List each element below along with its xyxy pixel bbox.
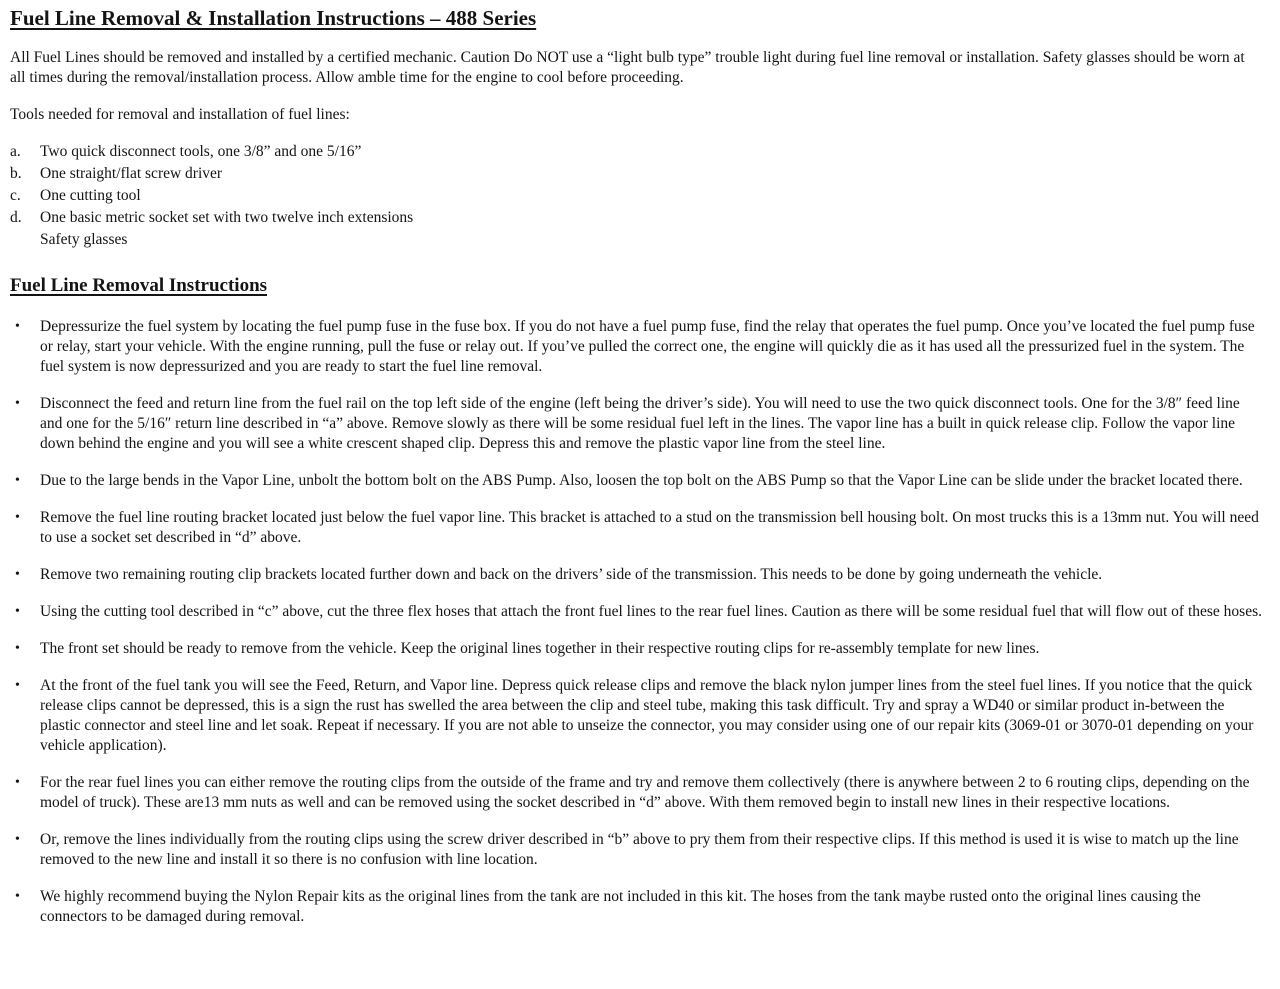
tool-text-b: One straight/flat screw driver [40, 165, 223, 182]
step-text: Due to the large bends in the Vapor Line, unbolt the bottom bolt on the ABS Pump. Also, loosen the top bolt on the ABS Pump so that the Vapor Line can be slide under the bracket located there. [40, 472, 1243, 489]
bullet-icon: • [15, 775, 20, 790]
step-text: For the rear fuel lines you can either remove the routing clips from the outside of the frame and try and remove them collectively (there is anywhere between 2 to 6 routing clips, depending on the model of truck). These are13 mm nuts as well and can be removed using the socket described in “d” above. With them removed begin to install new lines in their respective locations. [40, 774, 1250, 811]
step-text: Remove the fuel line routing bracket located just below the fuel vapor line. This bracket is attached to a stud on the transmission bell housing bolt. On most trucks this is a 13mm nut. You will need to use a socket set described in “d” above. [40, 509, 1259, 546]
tool-text-c: One cutting tool [40, 187, 141, 204]
bullet-icon: • [15, 319, 20, 334]
bullet-icon: • [15, 473, 20, 488]
page-title-text: Fuel Line Removal & Installation Instructions – 488 Series [10, 6, 537, 30]
step-text: Or, remove the lines individually from the routing clips using the screw driver described in “b” above to pry them from their respective clips. If this method is used it is wise to match up the line removed to the new line and install it so there is no confusion with line location. [40, 831, 1239, 868]
step-text: Using the cutting tool described in “c” above, cut the three flex hoses that attach the front fuel lines to the rear fuel lines. Caution as there will be some residual fuel that will flow out of these hoses. [40, 603, 1262, 620]
section-heading-text: Fuel Line Removal Instructions [10, 275, 268, 296]
tool-marker-a: a. [10, 143, 21, 160]
step-item [10, 639, 1266, 659]
step-item [10, 394, 1266, 454]
intro-paragraph: All Fuel Lines should be removed and installed by a certified mechanic. Caution Do NOT use a “light bulb type” trouble light during fuel line removal or installation. Safety glasses should be worn at all times during the removal/installation process. Allow amble time for the engine to cool before proceeding. [10, 49, 1245, 86]
step-text: Depressurize the fuel system by locating the fuel pump fuse in the fuse box. If you do not have a fuel pump fuse, find the relay that operates the fuel pump. Once you’ve located the fuel pump fuse or relay, start your vehicle. With the engine running, pull the fuse or relay out. If you’ve pulled the correct one, the engine will quickly die as it has used all the pressurized fuel in the system. The fuel system is now depressurized and you are ready to start the fuel line removal. [40, 318, 1255, 375]
step-item [10, 602, 1266, 622]
bullet-icon: • [15, 641, 20, 656]
tool-text-a: Two quick disconnect tools, one 3/8” and one 5/16” [40, 143, 362, 160]
step-item [10, 773, 1266, 813]
step-item [10, 887, 1266, 927]
tool-marker-c: c. [10, 187, 21, 204]
bullet-icon: • [15, 678, 20, 693]
step-text: We highly recommend buying the Nylon Repair kits as the original lines from the tank are not included in this kit. The hoses from the tank maybe rusted onto the original lines causing the connectors to be damaged during removal. [40, 888, 1201, 925]
bullet-icon: • [15, 567, 20, 582]
step-item [10, 471, 1266, 491]
step-item [10, 565, 1266, 585]
step-item [10, 508, 1266, 548]
bullet-icon: • [15, 832, 20, 847]
tool-text-d: One basic metric socket set with two twelve inch extensions [40, 209, 414, 226]
tool-item-a [10, 141, 1266, 163]
step-text: The front set should be ready to remove from the vehicle. Keep the original lines together in their respective routing clips for re-assembly template for new lines. [40, 640, 1040, 657]
tool-text-d-extra: Safety glasses [40, 231, 128, 248]
step-text: At the front of the fuel tank you will see the Feed, Return, and Vapor line. Depress quick release clips and remove the black nylon jumper lines from the steel fuel lines. If you notice that the quick release clips cannot be depressed, this is a sign the rust has swelled the area between the clip and steel tube, making this task difficult. Try and spray a WD40 or similar product in-between the plastic connector and steel line and let soak. Repeat if necessary. If you are not able to unseize the connector, you may consider using one of our repair kits (3069-01 or 3070-01 depending on your vehicle application). [40, 677, 1254, 754]
tool-marker-d: d. [10, 209, 22, 226]
page-title [10, 6, 1266, 31]
step-text: Remove two remaining routing clip brackets located further down and back on the drivers’ side of the transmission. This needs to be done by going underneath the vehicle. [40, 566, 1103, 583]
bullet-icon: • [15, 510, 20, 525]
bullet-icon: • [15, 396, 20, 411]
tool-marker-b: b. [10, 165, 22, 182]
tool-item-d [10, 207, 1266, 229]
tool-item-b [10, 163, 1266, 185]
step-item [10, 317, 1266, 377]
tool-item-c [10, 185, 1266, 207]
bullet-icon: • [15, 889, 20, 904]
step-item [10, 676, 1266, 756]
tools-heading: Tools needed for removal and installation of fuel lines: [10, 106, 350, 123]
step-item [10, 830, 1266, 870]
section-heading [10, 275, 1266, 297]
steps-list [10, 317, 1266, 927]
bullet-icon: • [15, 604, 20, 619]
step-text: Disconnect the feed and return line from the fuel rail on the top left side of the engine (left being the driver’s side). You will need to use the two quick disconnect tools. One for the 3/8″ feed line and one for the 5/16″ return line described in “a” above. Remove slowly as there will be some residual fuel left in the lines. The vapor line has a built in quick release clip. Follow the vapor line down behind the engine and you will see a white crescent shaped clip. Depress this and remove the plastic vapor line from the steel line. [40, 395, 1240, 452]
tools-list [10, 141, 1266, 251]
